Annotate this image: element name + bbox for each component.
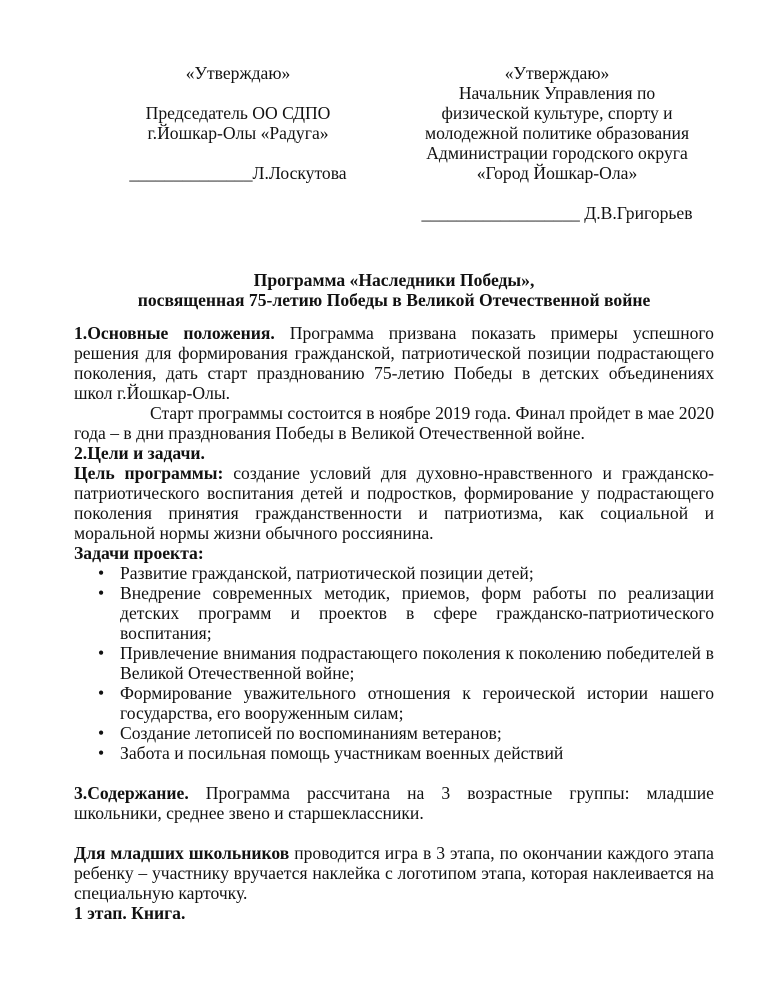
signature-line: __________________ Д.В.Григорьев: [421, 203, 693, 223]
approver-title-line: Администрации городского округа: [426, 143, 688, 163]
approval-heading: «Утверждаю»: [504, 63, 610, 83]
section-1-heading: 1.Основные положения.: [74, 323, 275, 343]
approver-title-line: «Город Йошкар-Ола»: [476, 163, 638, 183]
section-3-paragraph: [74, 783, 714, 823]
approval-block-right: [409, 63, 705, 223]
bullet-icon: •: [98, 743, 105, 763]
section-1-paragraph: [74, 323, 714, 403]
section-2-heading: 2.Цели и задачи.: [74, 443, 205, 463]
document-body: [74, 323, 714, 923]
list-item: • Забота и посильная помощь участникам военных действий: [98, 743, 564, 763]
bullet-icon: •: [98, 563, 105, 583]
approval-block-left: [108, 63, 368, 183]
approver-title-line: г.Йошкар-Олы «Радуга»: [147, 123, 329, 143]
list-item: • Развитие гражданской, патриотической позиции детей;: [98, 563, 534, 583]
approver-title-line: молодежной политике образования: [424, 123, 690, 143]
goal-text: создание условий для духовно-нравственного и гражданско-патриотического воспитания детей и подростков, формирование у подрастающего поколения принятия гражданственности и патриотизма, как социальной и моральной нормы жизни обычного россиянина.: [74, 463, 714, 543]
section-3-heading: 3.Содержание.: [74, 783, 189, 803]
bullet-icon: •: [98, 583, 105, 603]
goal-label: Цель программы:: [74, 463, 224, 483]
approval-heading: «Утверждаю»: [185, 63, 291, 83]
list-item: • Внедрение современных методик, приемов, форм работы по реализации детских программ и проектов в сфере гражданско-патриотического воспитания;: [98, 583, 714, 643]
bullet-icon: •: [98, 683, 105, 703]
title-line: посвященная 75-летию Победы в Великой Отечественной войне: [137, 290, 651, 310]
start-paragraph: Старт программы состоится в ноябре 2019 года. Финал пройдет в мае 2020 года – в дни празднования Победы в Великой Отечественной войне.: [74, 403, 714, 443]
approver-title-line: Председатель ОО СДПО: [145, 103, 331, 123]
bullet-icon: •: [98, 723, 105, 743]
signature-line: ______________Л.Лоскутова: [129, 163, 347, 183]
section-3-text: Программа рассчитана на 3 возрастные группы: младшие школьники, среднее звено и старшеклассники.: [74, 783, 714, 823]
juniors-text: проводится игра в 3 этапа, по окончании каждого этапа ребенку – участнику вручается наклейка с логотипом этапа, которая наклеивается на специальную карточку.: [74, 843, 714, 903]
juniors-paragraph: [74, 843, 714, 903]
tasks-label: Задачи проекта:: [74, 543, 204, 563]
approver-title-line: Начальник Управления по: [458, 83, 656, 103]
bullet-icon: •: [98, 643, 105, 663]
juniors-label: Для младших школьников: [74, 843, 290, 863]
list-item: • Привлечение внимания подрастающего поколения к поколению победителей в Великой Отечественной войне;: [98, 643, 714, 683]
tasks-list: [74, 563, 714, 763]
list-item: • Создание летописей по воспоминаниям ветеранов;: [98, 723, 502, 743]
document-title: [74, 270, 714, 310]
stage-1-heading: 1 этап. Книга.: [74, 903, 186, 923]
goal-paragraph: [74, 463, 714, 543]
list-item: • Формирование уважительного отношения к героической истории нашего государства, его вооруженным силам;: [98, 683, 714, 723]
title-line: Программа «Наследники Победы»,: [253, 270, 535, 290]
approver-title-line: физической культуре, спорту и: [441, 103, 673, 123]
section-1-text: Программа призвана показать примеры успешного решения для формирования гражданской, патриотической позиции подрастающего поколения, дать старт празднованию 75-летию Победы в детских объединениях школ г.Йошкар-Олы.: [74, 323, 714, 403]
